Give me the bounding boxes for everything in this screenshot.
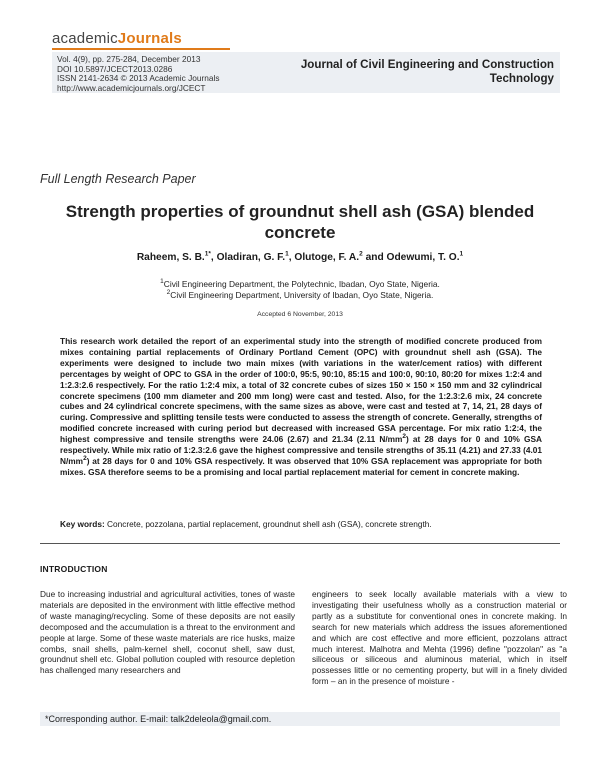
author-separator: , <box>288 252 295 263</box>
keywords-text: Concrete, pozzolana, partial replacement, groundnut shell ash (GSA), concrete strength. <box>107 519 432 529</box>
paper-type: Full Length Research Paper <box>40 172 196 186</box>
keywords <box>60 519 542 530</box>
publisher-logo <box>52 30 182 47</box>
meta-volume: Vol. 4(9), pp. 275-284, December 2013 <box>57 54 201 64</box>
affiliation-number: 1 <box>160 278 164 286</box>
author-separator: and <box>362 252 387 263</box>
author-affil-mark: 2 <box>359 250 363 258</box>
author-name: Oladiran, G. F. <box>216 252 286 263</box>
introduction-right-column: engineers to seek locally available materials with a view to investigating their usefulness wholly as a construction material or partly as a substitute for conventional ones in concrete making. In search for new materials which address the issues aforementioned and which are cost effective and more efficient, pozzolans attract much interest. Malhotra and Mehta (1996) define "pozzolan" as "a siliceous or siliceous and aluminous material, which in itself possesses little or no cementing property, but will in a finely divided form – an in the presence of moisture - <box>312 589 567 687</box>
abstract-text: ) at 28 days for 0 and 10% GSA respectively. While mix ratio of 1:2.3:2.6 gave the highest compressive and tensile strengths of 35.11 (4.21) and 27.33 (4.01 N/mm <box>60 434 542 466</box>
affiliation-number: 2 <box>166 289 171 297</box>
journal-title: Journal of Civil Engineering and Construction Technology <box>300 58 554 85</box>
author-affil-mark: 1 <box>285 250 289 258</box>
author-name: Odewumi, T. O. <box>386 252 460 263</box>
authors <box>40 252 560 263</box>
author-name: Olutoge, F. A. <box>294 252 360 263</box>
author-affil-mark: 1 <box>459 250 464 258</box>
corresponding-mark: * <box>208 250 211 258</box>
corresponding-author-footnote: *Corresponding author. E-mail: talk2deleola@gmail.com. <box>40 712 560 726</box>
meta-issn: ISSN 2141-2634 © 2013 Academic Journals <box>57 73 220 84</box>
introduction-heading: INTRODUCTION <box>40 564 108 574</box>
logo-part1: academic <box>52 30 118 47</box>
section-divider <box>40 543 560 544</box>
paper-title: Strength properties of groundnut shell ash (GSA) blended concrete <box>65 202 535 242</box>
affiliation-text: Civil Engineering Department, University of Ibadan, Oyo State, Nigeria. <box>170 290 434 300</box>
logo-underline <box>52 48 230 50</box>
author-name: Raheem, S. B. <box>136 252 205 263</box>
meta-doi: DOI 10.5897/JCECT2013.0286 <box>57 63 173 74</box>
abstract-superscript: 2 <box>402 433 407 441</box>
abstract <box>60 336 542 478</box>
abstract-text: This research work detailed the report of an experimental study into the strength of modified concrete produced from mixes containing partial replacements of Ordinary Portland Cement (OPC) with groundnut shell ash (GSA). The experiments were designed to include two main mixes (with variations in the water/cement ratios) with different percentages by weight of OPC to GSA in the order of 100:0, 95:5, 90:10, 85:15 and 100:0, 90:10, 80:20 for mixes 1:2:4 and 1:2.3:2.6 respectively. For the ratio 1:2:4 mix, a total of 32 concrete cubes of sizes 150 × 150 × 150 mm and 32 cylindrical concrete specimens (100 mm diameter and 200 mm long) were cast and tested. Also, for the 1:2.3:2.6 mix, 24 concrete cubes and 24 cylindrical concrete specimens, with the same sizes as above, were cast and tested at 7, 14, 21, 28 days of curing. Compressive and splitting tensile tests were conducted to assess the strength of concrete. Generally, strengths of modified concrete increased with curing period but decreased with increased GSA percentage. For mix ratio 1:2:4, the highest compressive and tensile strengths were 24.06 (2.67) and 21.34 (2.11 N/mm <box>60 336 542 445</box>
logo-part2: Journals <box>117 30 182 47</box>
keywords-label: Key words: <box>60 519 105 529</box>
author-affil-mark: 1 <box>204 250 209 258</box>
journal-meta <box>57 55 219 93</box>
affiliation <box>40 279 560 290</box>
affiliations <box>40 279 560 301</box>
author-separator: , <box>210 252 217 263</box>
meta-url[interactable]: http://www.academicjournals.org/JCECT <box>57 82 206 93</box>
abstract-superscript: 2 <box>83 455 87 463</box>
affiliation-text: Civil Engineering Department, the Polytechnic, Ibadan, Oyo State, Nigeria. <box>163 279 440 289</box>
accepted-date: Accepted 6 November, 2013 <box>257 311 343 318</box>
introduction-left-column: Due to increasing industrial and agricultural activities, tones of waste materials are deposited in the environment with little effective method of waste managing/recycling. Some of these deposits are not easily decomposed and the accumulation is a threat to the environment and people at large. Some of these waste materials are rice husks, maize combs, snail shells, palm-kernel shell, coconut shell, saw dust, groundnut shell etc. Global pollution coupled with resource depletion has challenged many researchers and <box>40 589 295 676</box>
abstract-text: ) at 28 days for 0 and 10% GSA respectively. It was observed that 10% GSA replacement was appropriate for both mixes. GSA therefore seems to be a promising and local partial replacement material for cement in concrete making. <box>60 455 542 477</box>
affiliation <box>40 290 560 301</box>
